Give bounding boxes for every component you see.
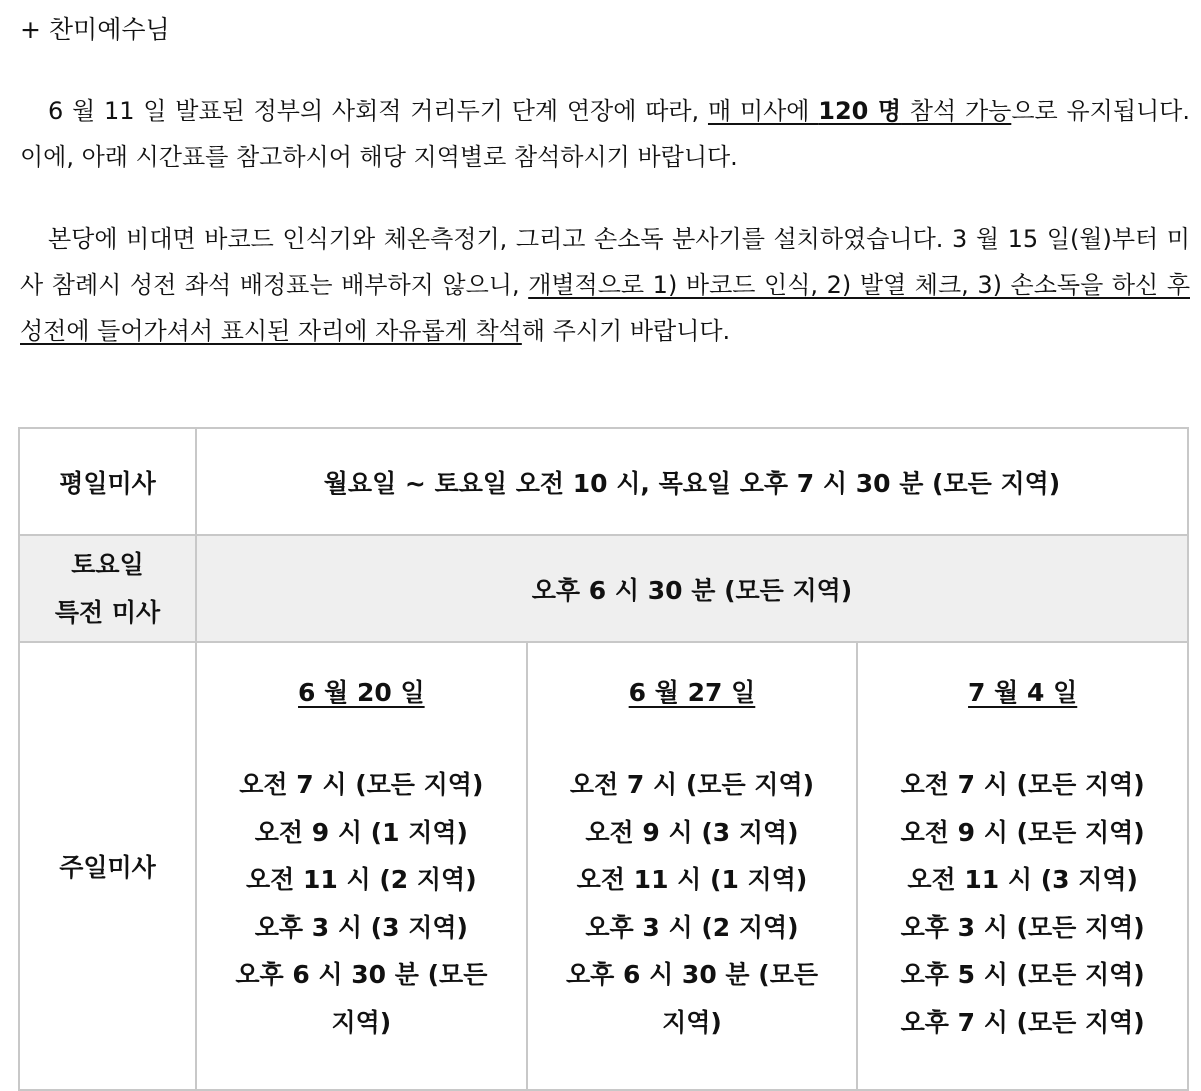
mass-time: 오전 7 시 (모든 지역)	[569, 770, 815, 799]
mass-time: 지역)	[662, 1007, 722, 1037]
mass-time: 오후 6 시 30 분 (모든	[235, 960, 488, 989]
mass-time: 오전 7 시 (모든 지역)	[900, 770, 1145, 799]
mass-time: 오후 6 시 30 분 (모든	[565, 960, 818, 989]
sunday-times-list	[858, 761, 1187, 1046]
sunday-date: 7 월 4 일	[968, 678, 1078, 707]
greeting-title: + 찬미예수님	[20, 15, 170, 44]
notice1-highlight	[708, 97, 1011, 125]
notice1-after: 으로 유지됩니다. 이에, 아래 시간표를 참고하시어 해당 지역별로 참석하시기 바랍니다.	[20, 97, 1190, 171]
saturday-label-line2: 특전 미사	[54, 597, 161, 627]
sunday-column-0620	[196, 642, 527, 1090]
mass-time: 오전 11 시 (3 지역)	[907, 865, 1138, 894]
notice-paragraph-entry-procedure	[20, 216, 1190, 354]
weekday-mass-label: 평일미사	[19, 428, 196, 535]
saturday-mass-times: 오후 6 시 30 분 (모든 지역)	[196, 535, 1188, 642]
notice-paragraph-distancing	[20, 88, 1190, 180]
mass-time: 오후 7 시 (모든 지역)	[900, 1007, 1145, 1037]
saturday-mass-row	[19, 535, 1188, 642]
mass-time: 오전 11 시 (1 지역)	[576, 865, 808, 894]
weekday-mass-times: 월요일 ~ 토요일 오전 10 시, 목요일 오후 7 시 30 분 (모든 지역)	[196, 428, 1188, 535]
mass-time: 오후 3 시 (3 지역)	[254, 912, 468, 942]
weekday-mass-row	[19, 428, 1188, 535]
notice2-before: 본당에 비대면 바코드 인식기와 체온측정기, 그리고 손소독 분사기를 설치하였습니다. 3 월 15 일(월)부터 미사 참례시 성전 좌석 배정표는 배부하지 않으니,	[20, 225, 1190, 299]
sunday-mass-row	[19, 642, 1188, 1090]
sunday-column-0704	[857, 642, 1188, 1090]
notice1-highlight-count: 120 명	[818, 97, 902, 125]
mass-time: 오전 9 시 (1 지역)	[254, 817, 468, 847]
mass-time: 오전 7 시 (모든 지역)	[239, 770, 484, 799]
notice1-highlight-prefix: 매 미사에	[707, 97, 819, 125]
sunday-times-list	[528, 761, 857, 1046]
sunday-times-list	[197, 761, 526, 1046]
sunday-date: 6 월 27 일	[628, 678, 756, 707]
mass-time: 오전 9 시 (모든 지역)	[900, 817, 1145, 847]
mass-time: 오후 5 시 (모든 지역)	[900, 960, 1145, 989]
sunday-date: 6 월 20 일	[298, 678, 425, 707]
mass-time: 오후 3 시 (2 지역)	[585, 912, 799, 942]
mass-time: 오전 9 시 (3 지역)	[585, 817, 799, 847]
saturday-label-line1: 토요일	[71, 549, 144, 579]
mass-time: 오후 3 시 (모든 지역)	[900, 912, 1145, 942]
notice1-before: 6 월 11 일 발표된 정부의 사회적 거리두기 단계 연장에 따라,	[48, 97, 708, 125]
saturday-mass-label	[19, 535, 196, 642]
notice1-highlight-suffix: 참석 가능	[901, 97, 1012, 125]
notice2-after: 해 주시기 바랍니다.	[521, 317, 731, 345]
mass-time: 지역)	[331, 1007, 392, 1037]
mass-schedule-table	[18, 427, 1189, 1091]
sunday-column-0627	[527, 642, 858, 1090]
sunday-mass-label: 주일미사	[19, 642, 196, 1090]
notice2-underlined-instructions: 개별적으로 1) 바코드 인식, 2) 발열 체크, 3) 손소독을 하신 후 성전에 들어가셔서 표시된 자리에 자유롭게 착석	[20, 271, 1190, 345]
mass-time: 오전 11 시 (2 지역)	[246, 865, 477, 894]
